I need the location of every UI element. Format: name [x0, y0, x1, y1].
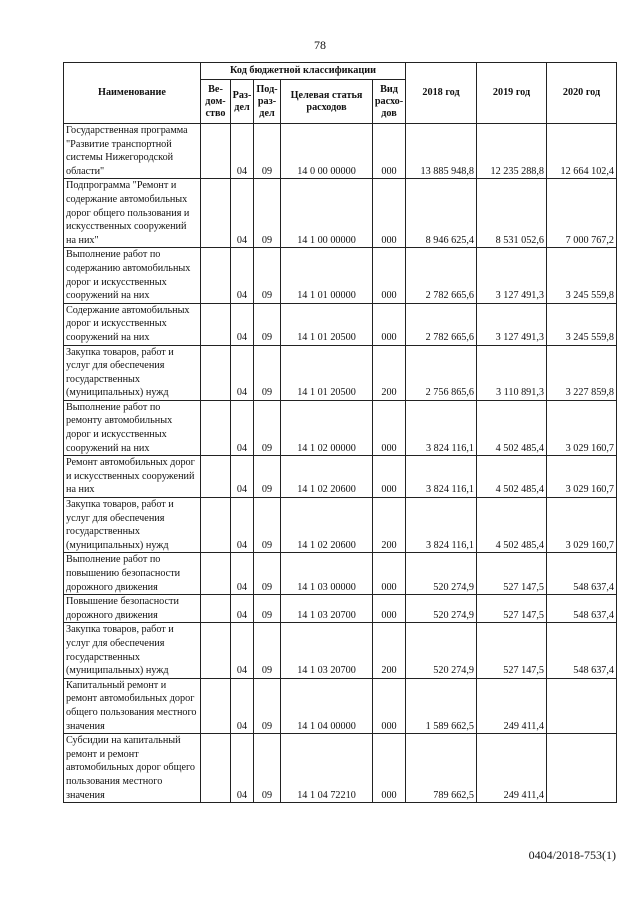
row-razdel: 04	[231, 734, 254, 803]
row-vedomstvo	[201, 498, 231, 553]
row-podrazdel: 09	[254, 553, 281, 595]
row-value-2018: 2 782 665,6	[406, 303, 477, 345]
row-podrazdel: 09	[254, 248, 281, 303]
row-value-2020	[547, 734, 617, 803]
row-value-2019: 527 147,5	[477, 595, 547, 623]
row-vid: 000	[373, 456, 406, 498]
row-target: 14 1 04 00000	[281, 678, 373, 733]
row-vid: 000	[373, 553, 406, 595]
row-vedomstvo	[201, 553, 231, 595]
header-razdel: Раз-дел	[231, 80, 254, 124]
row-value-2020: 3 029 160,7	[547, 400, 617, 455]
row-value-2018: 3 824 116,1	[406, 498, 477, 553]
row-vid: 200	[373, 498, 406, 553]
table-row	[64, 734, 617, 803]
row-vedomstvo	[201, 400, 231, 455]
row-value-2020: 3 245 559,8	[547, 248, 617, 303]
row-vedomstvo	[201, 623, 231, 678]
row-target: 14 1 02 20600	[281, 498, 373, 553]
row-value-2018: 520 274,9	[406, 595, 477, 623]
row-value-2018: 1 589 662,5	[406, 678, 477, 733]
row-vedomstvo	[201, 345, 231, 400]
header-2018: 2018 год	[406, 63, 477, 124]
row-podrazdel: 09	[254, 179, 281, 248]
row-value-2020: 548 637,4	[547, 553, 617, 595]
row-name: Выполнение работ по повышению безопасности дорожного движения	[64, 553, 201, 595]
row-name: Повышение безопасности дорожного движения	[64, 595, 201, 623]
header-classification: Код бюджетной классификации	[201, 63, 406, 80]
row-name: Капитальный ремонт и ремонт автомобильных дорог общего пользования местного значения	[64, 678, 201, 733]
row-target: 14 1 01 20500	[281, 303, 373, 345]
row-name: Ремонт автомобильных дорог и искусственных сооружений на них	[64, 456, 201, 498]
row-value-2018: 520 274,9	[406, 553, 477, 595]
row-value-2018: 789 662,5	[406, 734, 477, 803]
row-name: Закупка товаров, работ и услуг для обеспечения государственных (муниципальных) нужд	[64, 345, 201, 400]
row-razdel: 04	[231, 179, 254, 248]
row-target: 14 1 03 20700	[281, 623, 373, 678]
row-podrazdel: 09	[254, 303, 281, 345]
table-row	[64, 678, 617, 733]
row-podrazdel: 09	[254, 734, 281, 803]
row-value-2019: 4 502 485,4	[477, 400, 547, 455]
row-vedomstvo	[201, 734, 231, 803]
row-value-2020	[547, 678, 617, 733]
row-value-2019: 249 411,4	[477, 734, 547, 803]
header-2019: 2019 год	[477, 63, 547, 124]
row-value-2020: 3 245 559,8	[547, 303, 617, 345]
header-target: Целевая статья расходов	[281, 80, 373, 124]
table-row	[64, 595, 617, 623]
row-target: 14 1 01 00000	[281, 248, 373, 303]
table-row	[64, 345, 617, 400]
table-row	[64, 553, 617, 595]
row-value-2018: 520 274,9	[406, 623, 477, 678]
row-target: 14 1 00 00000	[281, 179, 373, 248]
footer-code: 0404/2018-753(1)	[528, 848, 616, 862]
row-value-2019: 3 127 491,3	[477, 303, 547, 345]
row-value-2019: 3 110 891,3	[477, 345, 547, 400]
table-row	[64, 498, 617, 553]
row-razdel: 04	[231, 124, 254, 179]
row-podrazdel: 09	[254, 345, 281, 400]
row-podrazdel: 09	[254, 124, 281, 179]
header-podrazdel: Под-раз-дел	[254, 80, 281, 124]
row-vid: 000	[373, 734, 406, 803]
row-vid: 000	[373, 595, 406, 623]
row-value-2018: 2 782 665,6	[406, 248, 477, 303]
row-podrazdel: 09	[254, 456, 281, 498]
row-razdel: 04	[231, 623, 254, 678]
row-value-2019: 3 127 491,3	[477, 248, 547, 303]
row-vedomstvo	[201, 678, 231, 733]
row-target: 14 1 01 20500	[281, 345, 373, 400]
table-row	[64, 124, 617, 179]
row-value-2019: 4 502 485,4	[477, 498, 547, 553]
header-name: Наименование	[64, 63, 201, 124]
row-target: 14 1 02 20600	[281, 456, 373, 498]
row-vid: 000	[373, 179, 406, 248]
header-vedomstvo: Ве-дом-ство	[201, 80, 231, 124]
row-name: Выполнение работ по ремонту автомобильных дорог и искусственных сооружений на них	[64, 400, 201, 455]
row-target: 14 1 03 00000	[281, 553, 373, 595]
row-target: 14 0 00 00000	[281, 124, 373, 179]
row-target: 14 1 04 72210	[281, 734, 373, 803]
row-vedomstvo	[201, 248, 231, 303]
row-podrazdel: 09	[254, 400, 281, 455]
row-vid: 000	[373, 678, 406, 733]
row-vid: 000	[373, 124, 406, 179]
row-razdel: 04	[231, 456, 254, 498]
row-value-2018: 13 885 948,8	[406, 124, 477, 179]
row-value-2018: 3 824 116,1	[406, 456, 477, 498]
row-value-2019: 4 502 485,4	[477, 456, 547, 498]
row-razdel: 04	[231, 553, 254, 595]
table-row	[64, 623, 617, 678]
row-vedomstvo	[201, 179, 231, 248]
row-target: 14 1 02 00000	[281, 400, 373, 455]
row-value-2020: 12 664 102,4	[547, 124, 617, 179]
row-value-2019: 12 235 288,8	[477, 124, 547, 179]
row-vedomstvo	[201, 303, 231, 345]
row-value-2020: 3 029 160,7	[547, 498, 617, 553]
table-row	[64, 179, 617, 248]
row-vid: 000	[373, 303, 406, 345]
row-vid: 200	[373, 345, 406, 400]
row-vid: 200	[373, 623, 406, 678]
row-razdel: 04	[231, 595, 254, 623]
row-value-2018: 3 824 116,1	[406, 400, 477, 455]
row-name: Закупка товаров, работ и услуг для обеспечения государственных (муниципальных) нужд	[64, 498, 201, 553]
row-value-2019: 8 531 052,6	[477, 179, 547, 248]
row-name: Содержание автомобильных дорог и искусственных сооружений на них	[64, 303, 201, 345]
row-razdel: 04	[231, 345, 254, 400]
row-vedomstvo	[201, 456, 231, 498]
row-podrazdel: 09	[254, 623, 281, 678]
row-name: Закупка товаров, работ и услуг для обеспечения государственных (муниципальных) нужд	[64, 623, 201, 678]
row-value-2020: 3 227 859,8	[547, 345, 617, 400]
row-podrazdel: 09	[254, 595, 281, 623]
table-row	[64, 303, 617, 345]
row-razdel: 04	[231, 248, 254, 303]
table-row	[64, 456, 617, 498]
table-row	[64, 248, 617, 303]
row-razdel: 04	[231, 678, 254, 733]
row-value-2018: 2 756 865,6	[406, 345, 477, 400]
row-vedomstvo	[201, 595, 231, 623]
row-value-2020: 548 637,4	[547, 623, 617, 678]
row-name: Субсидии на капитальный ремонт и ремонт автомобильных дорог общего пользования местного значения	[64, 734, 201, 803]
row-name: Государственная программа "Развитие транспортной системы Нижегородской области"	[64, 124, 201, 179]
row-value-2019: 527 147,5	[477, 623, 547, 678]
row-vid: 000	[373, 248, 406, 303]
row-value-2020: 7 000 767,2	[547, 179, 617, 248]
row-razdel: 04	[231, 498, 254, 553]
table-row	[64, 400, 617, 455]
row-target: 14 1 03 20700	[281, 595, 373, 623]
row-razdel: 04	[231, 303, 254, 345]
row-vedomstvo	[201, 124, 231, 179]
row-name: Выполнение работ по содержанию автомобильных дорог и искусственных сооружений на них	[64, 248, 201, 303]
budget-table	[63, 62, 617, 803]
row-value-2018: 8 946 625,4	[406, 179, 477, 248]
row-razdel: 04	[231, 400, 254, 455]
row-value-2020: 548 637,4	[547, 595, 617, 623]
row-podrazdel: 09	[254, 498, 281, 553]
row-vid: 000	[373, 400, 406, 455]
row-value-2019: 249 411,4	[477, 678, 547, 733]
row-value-2020: 3 029 160,7	[547, 456, 617, 498]
header-vid: Вид расхо-дов	[373, 80, 406, 124]
row-name: Подпрограмма "Ремонт и содержание автомобильных дорог общего пользования и искусственных сооружений на них"	[64, 179, 201, 248]
row-podrazdel: 09	[254, 678, 281, 733]
page-number: 78	[314, 38, 326, 52]
row-value-2019: 527 147,5	[477, 553, 547, 595]
header-2020: 2020 год	[547, 63, 617, 124]
